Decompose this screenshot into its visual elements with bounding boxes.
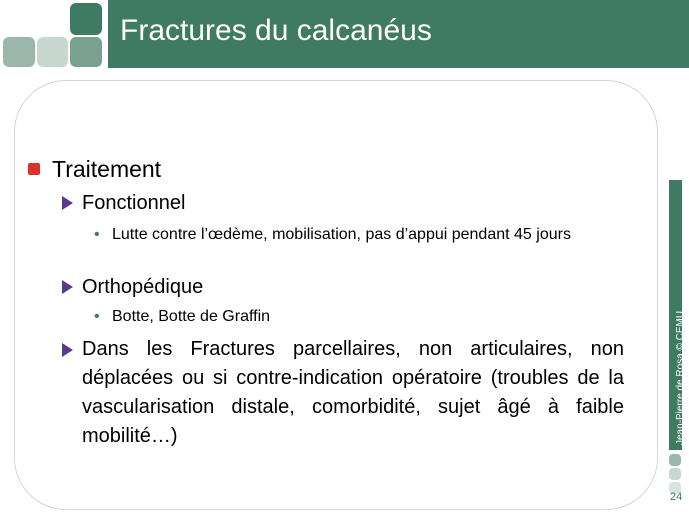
title-bar <box>108 0 689 68</box>
subheading-fonctionnel <box>62 192 185 215</box>
detail-orthopedique <box>94 306 634 327</box>
logo-square-top <box>70 3 102 35</box>
fonctionnel-label: Fonctionnel <box>82 192 186 214</box>
orthopedique-label: Orthopédique <box>82 276 204 298</box>
fractures-note: Dans les Fractures parcellaires, non articulaires, non déplacées ou si contre-indication opératoire (troubles de la vascularisation distale, comorbidité, sujet âgé à faible mobilité…) <box>82 338 624 447</box>
red-square-bullet-icon <box>28 163 40 175</box>
triangle-bullet-icon <box>62 343 73 357</box>
author-credit: Jean-Pierre de Rosa © CEMU <box>675 310 686 445</box>
traitement-label: Traitement <box>52 156 162 182</box>
side-dot-2 <box>669 468 681 480</box>
dot-bullet-icon: • <box>94 226 100 243</box>
subheading-orthopedique <box>62 276 203 299</box>
dot-bullet-icon: • <box>94 308 100 325</box>
detail-fonctionnel <box>94 224 634 245</box>
slide-title: Fractures du calcanéus <box>120 14 432 47</box>
side-dot-1 <box>669 454 681 466</box>
triangle-bullet-icon <box>62 280 73 294</box>
page-number: 24 <box>670 491 683 503</box>
fonctionnel-detail: Lutte contre l’œdème, mobilisation, pas d’appui pendant 45 jours <box>112 226 571 243</box>
logo-square-3 <box>70 37 102 67</box>
orthopedique-detail: Botte, Botte de Graffin <box>112 308 271 325</box>
logo-square-2 <box>37 37 68 67</box>
heading-traitement <box>28 156 161 183</box>
fractures-paragraph <box>62 335 624 451</box>
logo-square-1 <box>3 37 35 67</box>
triangle-bullet-icon <box>62 196 73 210</box>
